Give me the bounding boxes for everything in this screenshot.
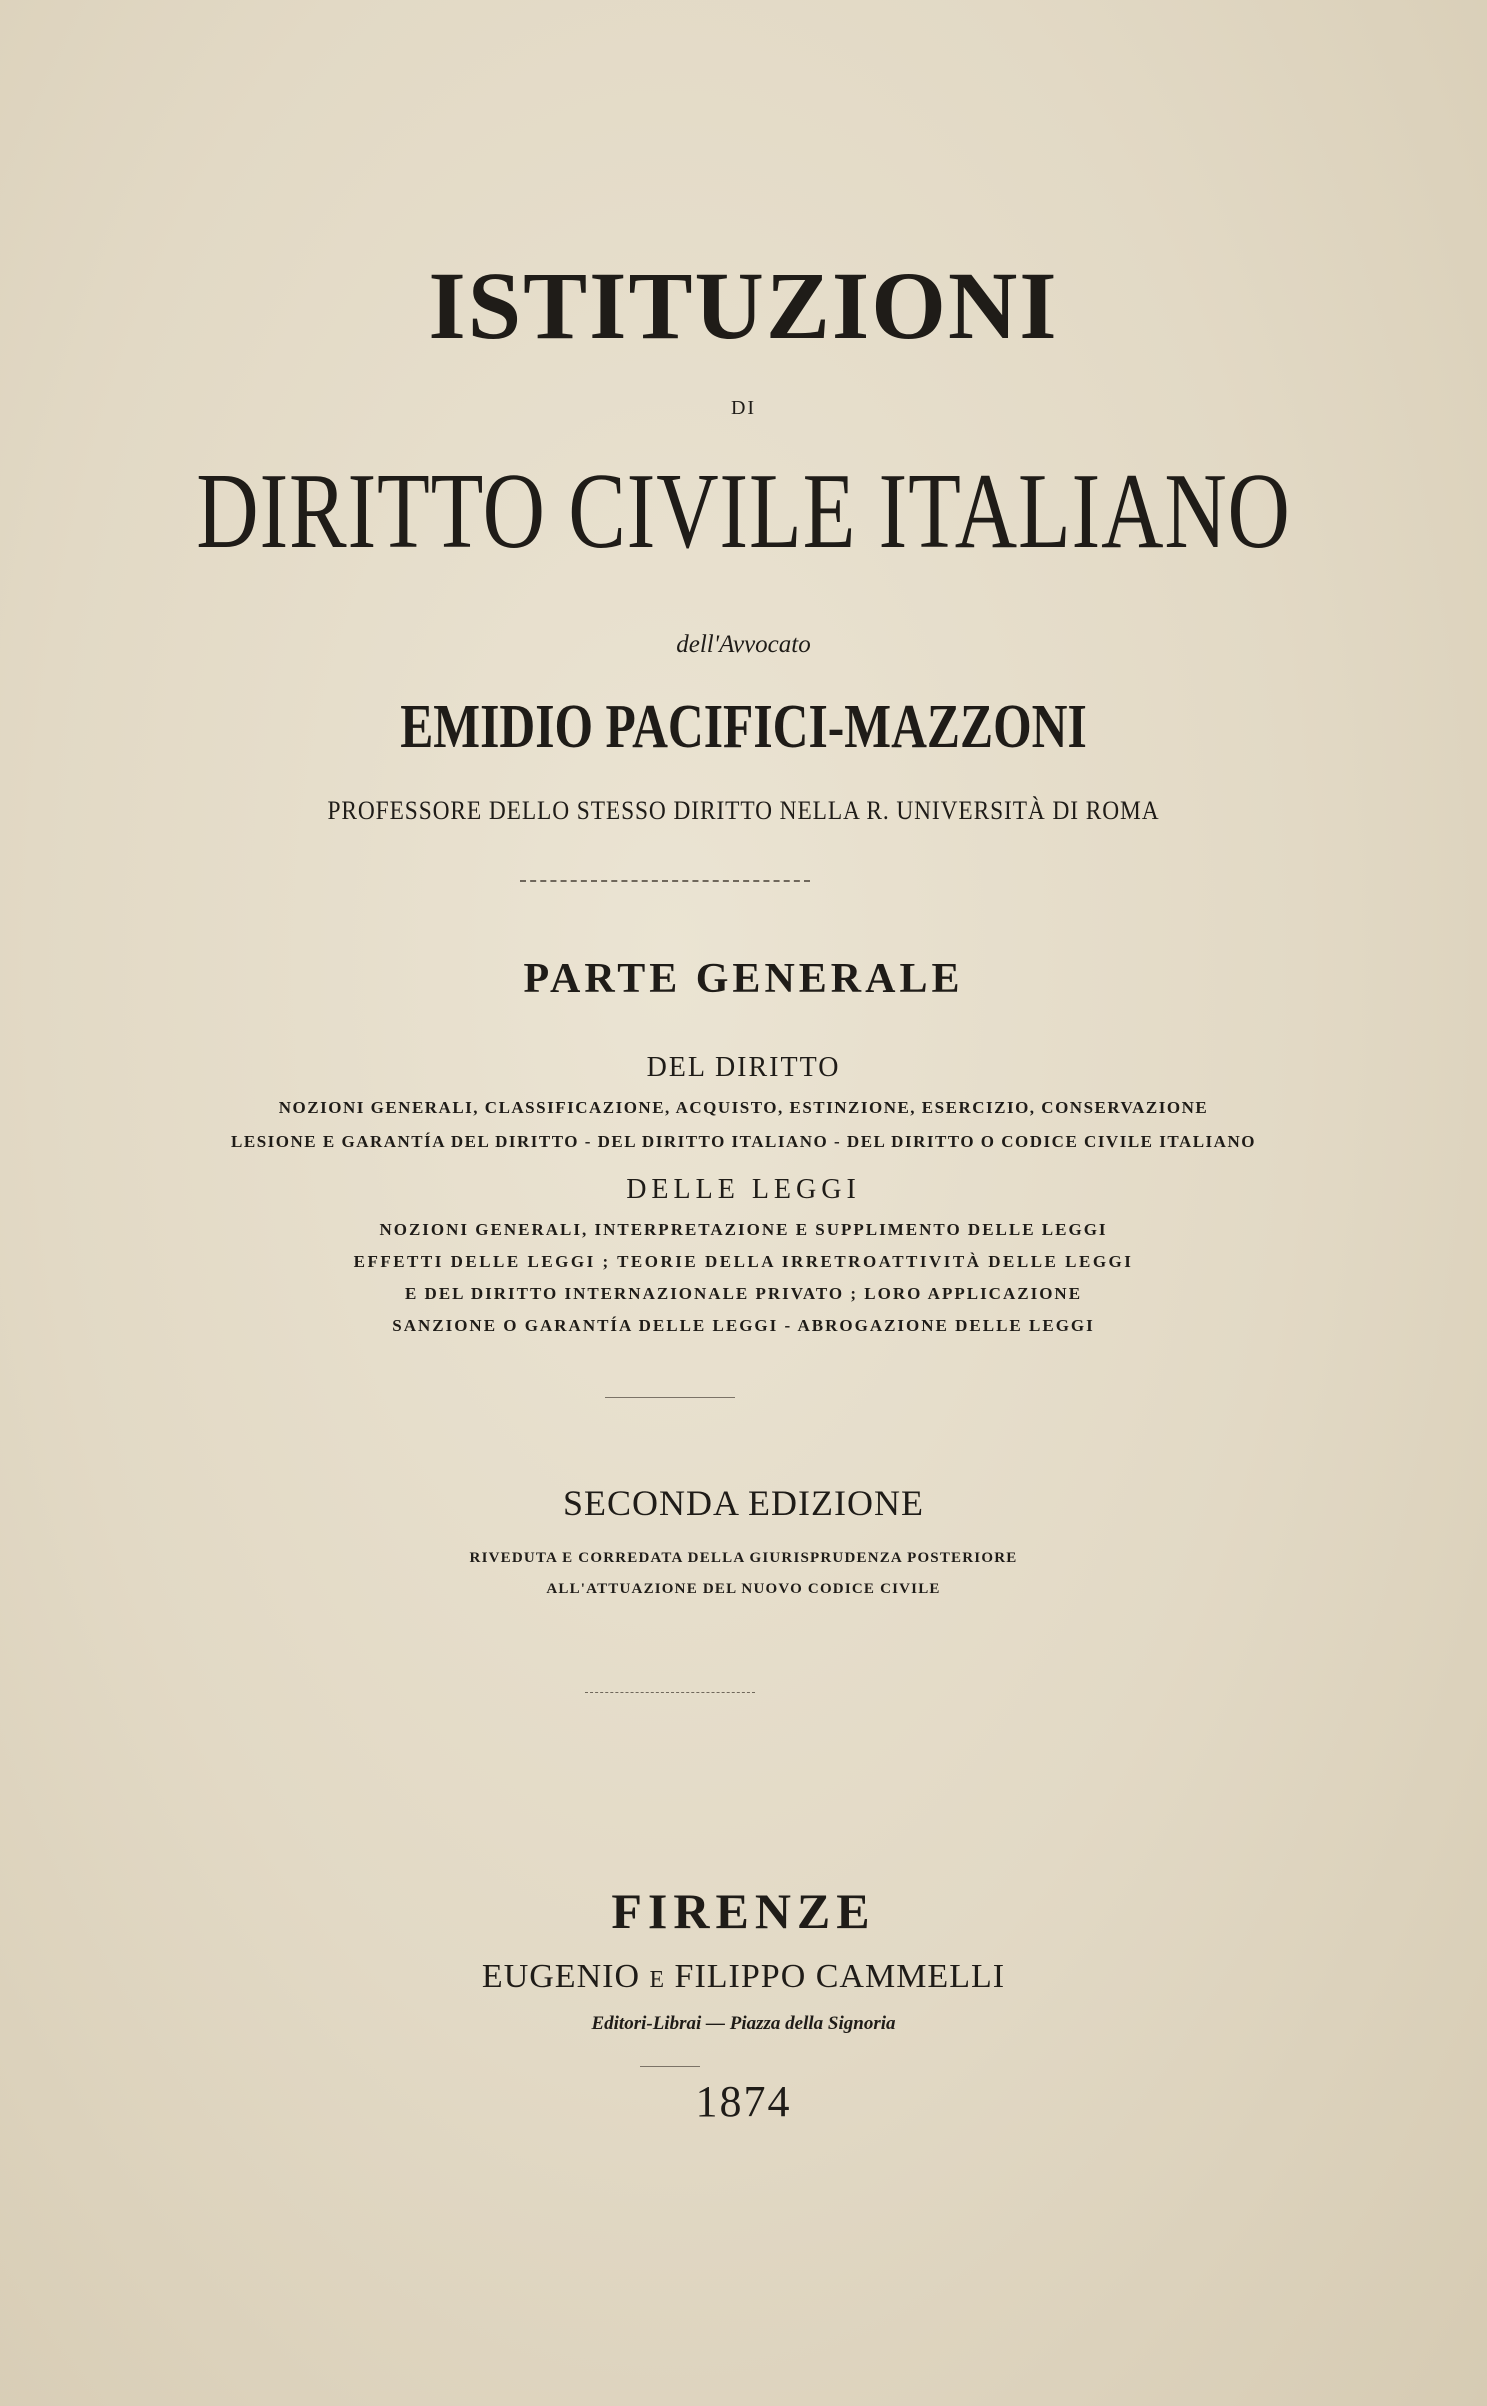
imprint-address: Editori-Librai — Piazza della Signoria [591, 2013, 896, 2034]
part-title: PARTE GENERALE [523, 956, 964, 1002]
author-prefix: dell'Avvocato [676, 631, 811, 658]
author-role: PROFESSORE DELLO STESSO DIRITTO NELLA R. UNIVERSITÀ DI ROMA [327, 796, 1160, 825]
divider-rule [605, 1397, 735, 1398]
book-subject: DIRITTO CIVILE ITALIANO [196, 452, 1291, 571]
section-heading-diritto: DEL DIRITTO [646, 1052, 841, 1083]
divider-rule [520, 880, 810, 882]
author-name: EMIDIO PACIFICI-MAZZONI [400, 693, 1087, 761]
edition-line: ALL'ATTUAZIONE DEL NUOVO CODICE CIVILE [546, 1581, 941, 1597]
section-line: EFFETTI DELLE LEGGI ; TEORIE DELLA IRRETROATTIVITÀ DELLE LEGGI [353, 1252, 1134, 1271]
section-line: NOZIONI GENERALI, CLASSIFICAZIONE, ACQUISTO, ESTINZIONE, ESERCIZIO, CONSERVAZIONE [278, 1098, 1209, 1117]
imprint-city: FIRENZE [611, 1883, 876, 1939]
book-title: ISTITUZIONI [428, 252, 1059, 359]
section-line: LESIONE E GARANTÍA DEL DIRITTO - DEL DIRITTO ITALIANO - DEL DIRITTO O CODICE CIVILE ITALIANO [231, 1132, 1256, 1151]
publisher-conjunction: E [649, 1967, 666, 1993]
edition-title: SECONDA EDIZIONE [563, 1483, 924, 1523]
publisher-second: FILIPPO CAMMELLI [674, 1958, 1006, 1995]
divider-rule [640, 2066, 700, 2067]
section-line: SANZIONE O GARANTÍA DELLE LEGGI - ABROGAZIONE DELLE LEGGI [392, 1316, 1095, 1335]
divider-rule [585, 1692, 755, 1693]
title-connector: DI [730, 397, 757, 419]
edition-line: RIVEDUTA E CORREDATA DELLA GIURISPRUDENZA POSTERIORE [469, 1550, 1018, 1566]
imprint-publisher [0, 1960, 1487, 1994]
imprint-year: 1874 [695, 2077, 792, 2126]
publisher-first: EUGENIO [481, 1958, 640, 1995]
section-heading-leggi: DELLE LEGGI [626, 1174, 861, 1205]
section-line: E DEL DIRITTO INTERNAZIONALE PRIVATO ; LORO APPLICAZIONE [404, 1284, 1083, 1303]
section-line: NOZIONI GENERALI, INTERPRETAZIONE E SUPPLIMENTO DELLE LEGGI [379, 1220, 1108, 1239]
